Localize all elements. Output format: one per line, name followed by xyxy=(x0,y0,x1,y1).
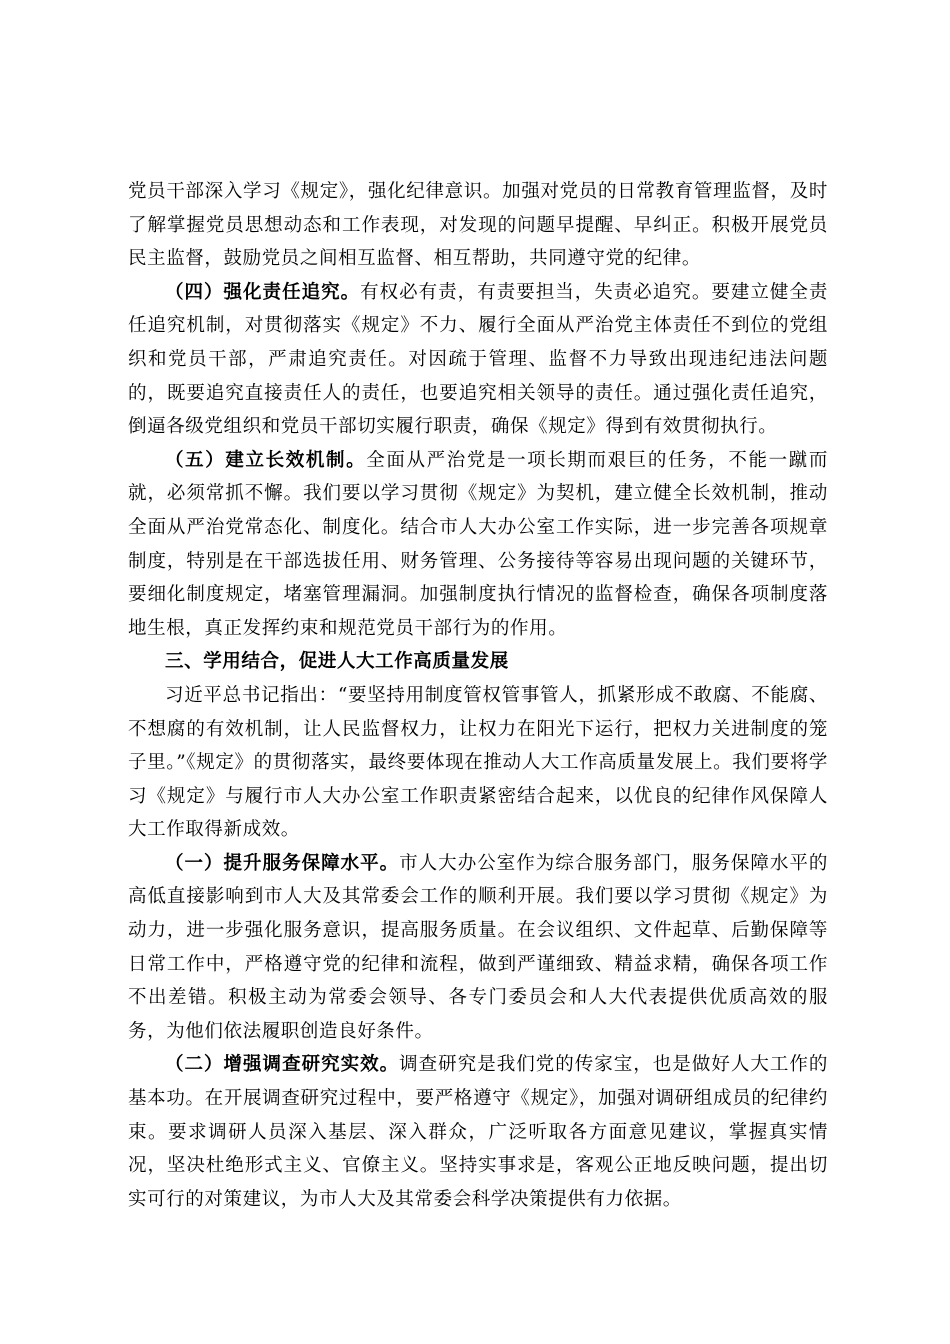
document-body xyxy=(128,175,828,1216)
paragraph-lead: （四）强化责任追究。 xyxy=(165,281,361,303)
paragraph-continuation xyxy=(128,175,828,276)
paragraph-text: 全面从严治党是一项长期而艰巨的任务，不能一蹴而就，必须常抓不懈。我们要以学习贯彻《规定》为契机，建立健全长效机制，推动全面从严治党常态化、制度化。结合市人大办公室工作实际，进一步完善各项规章制度，特别是在干部选拔任用、财务管理、公务接待等容易出现问题的关键环节，要细化制度规定，堵塞管理漏洞。加强制度执行情况的监督检查，确保各项制度落地生根，真正发挥约束和规范党员干部行为的作用。 xyxy=(128,449,828,639)
paragraph-lead: （二）增强调查研究实效。 xyxy=(165,1054,400,1076)
paragraph-text: 有权必有责，有责要担当，失责必追究。要建立健全责任追究机制，对贯彻落实《规定》不力、履行全面从严治党主体责任不到位的党组织和党员干部，严肃追究责任。对因疏于管理、监督不力导致出现违纪违法问题的，既要追究直接责任人的责任，也要追究相关领导的责任。通过强化责任追究，倒逼各级党组织和党员干部切实履行职责，确保《规定》得到有效贯彻执行。 xyxy=(128,281,828,438)
paragraph-research xyxy=(128,1048,828,1216)
paragraph-long-term-mechanism xyxy=(128,444,828,646)
paragraph-quote xyxy=(128,679,828,847)
paragraph-text: 市人大办公室作为综合服务部门，服务保障水平的高低直接影响到市人大及其常委会工作的顺利开展。我们要以学习贯彻《规定》为动力，进一步强化服务意识，提高服务质量。在会议组织、文件起草、后勤保障等日常工作中，严格遵守党的纪律和流程，做到严谨细致、精益求精，确保各项工作不出差错。积极主动为常委会领导、各专门委员会和人大代表提供优质高效的服务，为他们依法履职创造良好条件。 xyxy=(128,852,829,1042)
paragraph-text: 习近平总书记指出：“要坚持用制度管权管事管人，抓紧形成不敢腐、不能腐、不想腐的有效机制，让人民监督权力，让权力在阳光下运行，把权力关进制度的笼子里。”《规定》的贯彻落实，最终要体现在推动人大工作高质量发展上。我们要将学习《规定》与履行市人大办公室工作职责紧密结合起来，以优良的纪律作风保障人大工作取得新成效。 xyxy=(128,684,828,841)
paragraph-text: 党员干部深入学习《规定》，强化纪律意识。加强对党员的日常教育管理监督，及时了解掌握党员思想动态和工作表现，对发现的问题早提醒、早纠正。积极开展党员民主监督，鼓励党员之间相互监督、相互帮助，共同遵守党的纪律。 xyxy=(128,181,828,270)
section-heading-text: 三、学用结合，促进人大工作高质量发展 xyxy=(165,651,509,673)
paragraph-lead: （一）提升服务保障水平。 xyxy=(165,852,400,874)
section-heading xyxy=(128,645,828,679)
paragraph-text: 调查研究是我们党的传家宝，也是做好人大工作的基本功。在开展调查研究过程中，要严格遵守《规定》，加强对调研组成员的纪律约束。要求调研人员深入基层、深入群众，广泛听取各方面意见建议，掌握真实情况，坚决杜绝形式主义、官僚主义。坚持实事求是，客观公正地反映问题，提出切实可行的对策建议，为市人大及其常委会科学决策提供有力依据。 xyxy=(128,1054,829,1210)
paragraph-lead: （五）建立长效机制。 xyxy=(165,449,367,471)
paragraph-strengthen-accountability xyxy=(128,276,828,444)
paragraph-service-level xyxy=(128,847,828,1049)
